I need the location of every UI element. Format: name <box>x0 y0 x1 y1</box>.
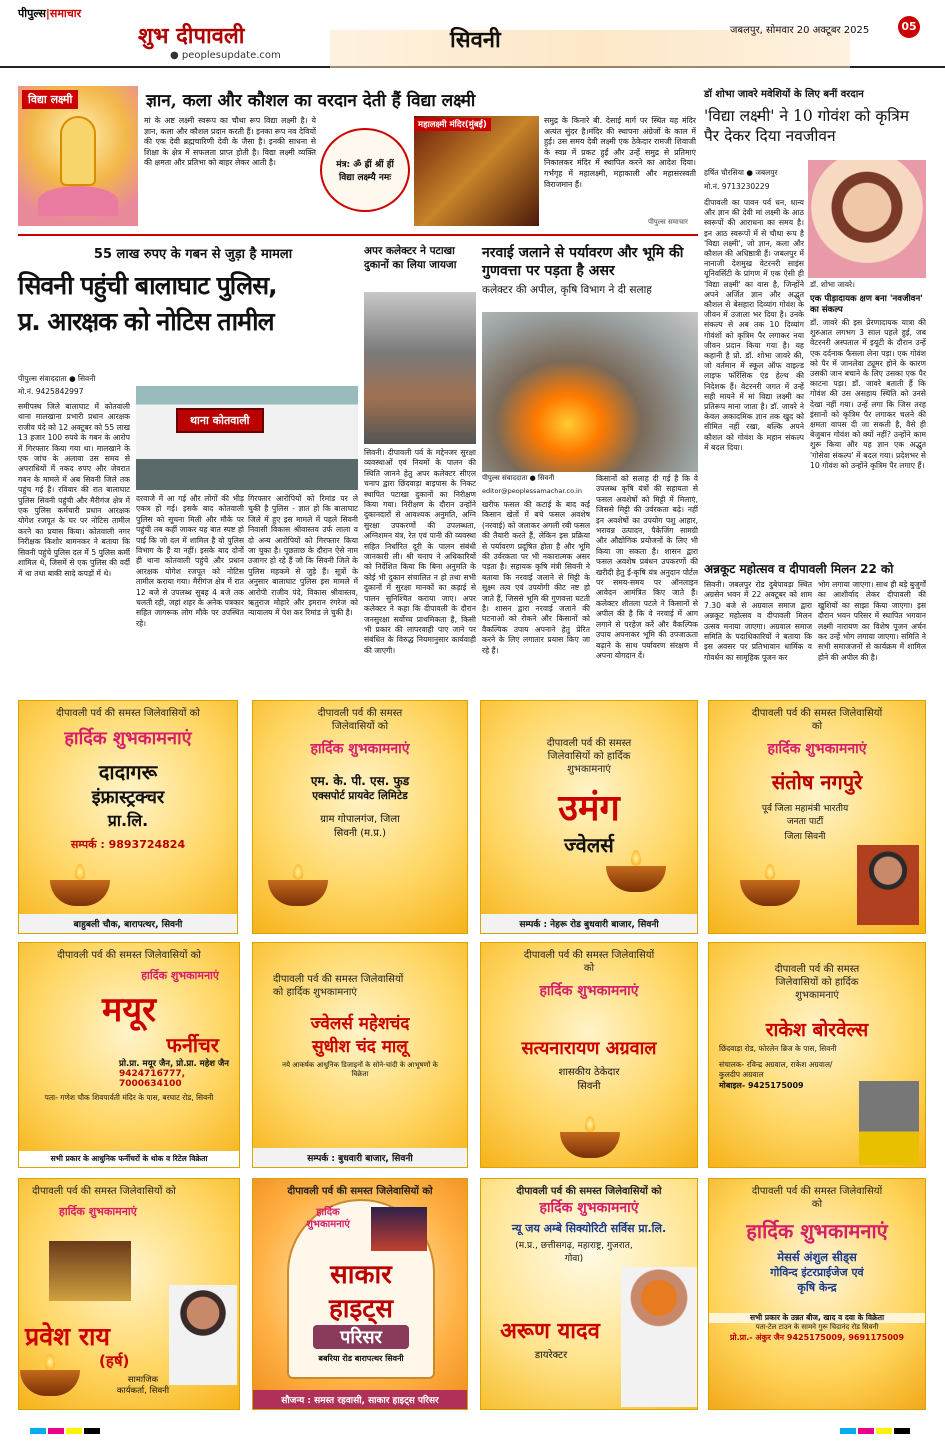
cow-byline: हर्षित चौरसिया ● जबलपुर <box>704 168 778 177</box>
flame-icon <box>75 864 85 880</box>
ad-contact: सम्पर्क : 9893724824 <box>70 838 186 851</box>
ad-operators: संचालक- रविन्द्र अग्रवाल, राकेश अग्रवाल/कुलदीप अग्रवाल <box>719 1060 833 1079</box>
police-title1: सिवनी पहुंची बालाघाट पुलिस, <box>18 271 277 300</box>
stubble-email[interactable]: editor@peoplessamachar.co.in <box>482 487 582 495</box>
cow-body: दीपावली का पावन पर्व धन, धान्य और ज्ञान की देवी मां लक्ष्मी के आठ स्वरूपों की आराधना का समय है। इन आठ स्वरूपों में से चौथा रूप है 'विद्या लक्ष्मी', जो ज्ञान, कला और कौशल की अधिष्ठात्री हैं। जबलपुर में नानाजी देशमुख वेटरनरी साइंस यूनिवर्सिटी के प्रांगण में एक ऐसी ही 'विद्या लक्ष्मी' का वास है, जिन्होंने अपने अर्जित ज्ञान और अद्भुत कौशल से बेसहारा दिव्यांग गोवंश के जीवन में उजाला भर दिया है। उनके संकल्प से अब तक 10 दिव्यांग गोवंशों को कृत्रिम पैर लगाकर नया जीवन प्रदान किया गया है। यह कहानी है प्रो. डॉ. शोभा जावरे की, जो वर्तमान में स्कूल ऑफ वाइल्ड लाइफ फॉरेंसिक एंड हेल्थ की निदेशक हैं। वेटरनरी जगत में उन्हें सही मायने में मां विद्या लक्ष्मी का प्रतिरूप माना जाता है। डॉ. जावरे ने केवल अकादमिक ज्ञान तक खुद को सीमित नहीं रखा, बल्कि अपने कौशल को गोवंश के महान संकल्प में बदल दिया। <box>704 198 804 452</box>
ad-sakar-heights[interactable] <box>252 1178 468 1410</box>
vidya-col2: समुद्र के किनारे बी. देसाई मार्ग पर स्थित यह मंदिर अत्यंत सुंदर है।मंदिर की स्थापना अंग्रेजों के काल में हुई। उस समय देवी लक्ष्मी एक ठेकेदार रामजी शिवाजी के स्वप्न में प्रकट हुईं और उन्हें समुद्र से प्रतिमाएं निकालकर मंदिर में स्थापित करने का आदेश दिया। गर्भगृह में महालक्ष्मी, महाकाली और महासरस्वती विराजमान हैं। <box>544 116 696 189</box>
site-url[interactable]: ● peoplesupdate.com <box>170 50 281 61</box>
festive-title: शुभ दीपावली <box>138 23 245 49</box>
collector-body: सिवनी। दीपावली पर्व के मद्देनजर सुरक्षा व्यवस्थाओं एवं नियमों के पालन की स्थिति जानने हेतु अपर कलेक्टर सीएल चनाप द्वारा छिंदवाड़ा बाइपास के निकट स्थापित पटाखा दुकानों का निरीक्षण किया गया। निरीक्षण के दौरान उन्होंने दुकानदारों से आवश्यक अनुमति, अग्नि सुरक्षा उपकरणों की उपलब्धता, अग्निशमन यंत्र, रेत एवं पानी की व्यवस्था सहित निर्धारित दूरी के पालन संबंधी जानकारी ली। श्री चनाप ने अधिकारियों को निर्देशित किया कि बिना अनुमति के कोई भी दुकान संचालित न हो तथा सभी दुकानों में सुरक्षा मानकों का कड़ाई से पालन सुनिश्चित कराया जाए। अपर कलेक्टर ने कहा कि दीपावली के दौरान जनसुरक्षा सर्वोच्च प्राथमिकता है, किसी भी प्रकार की लापरवाही पाए जाने पर संबंधित के विरुद्ध नियमानुसार कार्यवाही की जाएगी। <box>364 448 476 655</box>
ad-wish: हार्दिक शुभकामनाएं <box>539 1200 639 1216</box>
masthead <box>0 0 945 68</box>
ad-wish: हार्दिक शुभकामनाएं <box>746 1219 888 1243</box>
ad-name-line3: प्रा.लि. <box>107 811 149 830</box>
ad-owners: प्रो.प्रा. मयूर जैन, प्रो.प्रा. महेश जैन <box>119 1059 230 1069</box>
stubble-body1: खरीफ फसल की कटाई के बाद कई किसान खेतों में बचे फसल अवशेष (नरवाई) को जलाकर अगली रबी फसल की तैयारी करते हैं, लेकिन इस प्रक्रिया से पर्यावरण प्रदूषित होता है और भूमि की उर्वरकता पर भी नकारात्मक असर पड़ता है। सहायक कृषि मंत्री सिवनी ने बताया कि नरवाई जलाने से मिट्टी के सूक्ष्म तत्व एवं उपयोगी कीट नष्ट हो जाते हैं, जिससे भूमि की गुणवत्ता घटती है। शासन द्वारा नरवाई जलाने की घटनाओं को रोकने और किसानों को वैकल्पिक उपाय अपनाने हेतु प्रेरित करने के लिए लगातार प्रयास किए जा रहे हैं। <box>482 500 590 655</box>
ad-address: सम्पर्क : नेहरू रोड बुधवारी बाजार, सिवनी <box>481 914 697 933</box>
ad-name: प्रवेश राय <box>25 1322 111 1351</box>
registration-mark <box>876 1428 892 1434</box>
ad-wish: हार्दिक शुभकामनाएं <box>306 1207 350 1230</box>
ad-subtitle: सभी प्रकार के उन्नत बीज, खाद व दवा के विक्रेता <box>709 1313 925 1323</box>
ad-greeting: दीपावली पर्व की समस्त जिलेवासियों को हार्दिक शुभकामनाएं <box>546 738 632 775</box>
mantra-circle <box>320 128 410 212</box>
ad-name: राकेश बोरवेल्स <box>765 1019 869 1041</box>
doctor-caption: डॉ. शोभा जावरे। <box>810 280 855 289</box>
annakut-body1: सिवनी। जबलपुर रोड दुबेपावड़ा स्थित अग्रसेन भवन में 22 अक्टूबर को शाम 7.30 बजे से अग्रवाल समाज द्वारा अन्नकूट महोत्सव व दीपावली मिलन उत्सव मनाया जाएगा। अग्रवाल समाज समिति के पदाधिकारियों ने बताया कि इस अवसर पर प्रतिभावान धार्मिक व गोवर्धन का सामूहिक पूजन कर <box>704 580 812 662</box>
annakut-story <box>704 562 926 694</box>
ad-wish: हार्दिक शुभकामनाएं <box>767 741 867 757</box>
ad-subtitle: नये आकर्षक आधुनिक डिजाइनों के सोने-चांदी के आभूषणों के विक्रेता <box>282 1061 438 1078</box>
ad-jai-ambe-security[interactable] <box>480 1178 698 1410</box>
ad-greeting: दीपावली पर्व की समस्त जिलेवासियों को <box>317 708 403 732</box>
ad-name-line2: ज्वेलर्स <box>564 833 614 857</box>
registration-mark <box>66 1428 82 1434</box>
building-photo <box>49 1241 131 1301</box>
stubble-reporter: पीपुल्स संवाददाता <box>482 474 528 482</box>
ad-greeting: दीपावली पर्व की समस्त जिलेवासियों को <box>56 708 200 719</box>
logo: पीपुल्स|समाचार <box>18 7 82 20</box>
police-mobile: मो.नं. 9425842997 <box>18 387 84 396</box>
borewell-truck-icon <box>859 1081 919 1165</box>
police-place: सिवनी <box>78 374 96 383</box>
ad-name-line3: परिसर <box>313 1325 409 1349</box>
annakut-body2: भोग लगाया जाएगा। साथ ही बड़े बुजुर्गों का आशीर्वाद लेकर दीपावली की खुशियों का साझा किया जाएगा। इस दौरान भवन परिसर में स्थापित भगवान लक्ष्मी नारायण का विशेष पूजन अर्चन कर उन्हें भोग लगाया जाएगा। समिति ने सभी समाजजनों से कार्यक्रम में शामिल होने की अपील की है। <box>818 580 926 662</box>
ad-address: सम्पर्क : बुधवारी बाजार, सिवनी <box>253 1148 467 1167</box>
ad-greeting: दीपावली पर्व की समस्त जिलेवासियों को <box>751 708 883 732</box>
ad-address: बबरिया रोड बारापत्थर सिवनी <box>318 1354 404 1363</box>
vidya-col1: मां के अष्ट लक्ष्मी स्वरूप का चौथा रूप विद्या लक्ष्मी है। ये ज्ञान, कला और कौशल प्रदान करती हैं। इनका रूप नव देवियों की एक देवी ब्रह्मचारिणी देवी के जैसा है। इनकी साधना से शिक्षा के क्षेत्र में सफलता प्राप्त होती है। विद्या लक्ष्मी व्यक्ति की क्षमता और प्रतिभा को बाहर लेकर आती है। <box>144 116 316 168</box>
ad-contact: प्रो.प्रा.- अंकुर जैन 9425175009, 9691175009 <box>729 1333 905 1342</box>
flame-icon <box>45 1354 55 1370</box>
cow-title-big: 'विद्या लक्ष्मी' ने 10 गोवंश को कृत्रिम पैर देकर दिया नवजीवन <box>704 107 910 145</box>
ad-name-line2: गोविन्द इंटरप्राईजेज एवं <box>770 1266 864 1279</box>
ad-name: दादागरू <box>98 760 158 784</box>
ad-umang-jewellers[interactable] <box>480 700 698 934</box>
cow-reporter: हर्षित चौरसिया <box>704 168 744 177</box>
registration-mark <box>894 1428 910 1434</box>
ad-address: ग्राम गोपालगंज, जिला सिवनी (म.प्र.) <box>320 814 400 839</box>
ad-courtesy: सौजन्य : समस्त रहवासी, साकार हाइट्स परिसर <box>253 1390 467 1409</box>
ad-name: साकार <box>330 1260 392 1290</box>
ad-tagline: सभी प्रकार के आधुनिक फर्नीचरों के थोक व रिटेल विक्रेता <box>19 1151 239 1167</box>
ad-name-line2: इंफ्रास्ट्रक्चर <box>91 787 165 808</box>
person-photo <box>621 1267 697 1407</box>
ad-greeting: दीपावली पर्व की समस्त जिलेवासियों को <box>287 1186 433 1197</box>
police-body3: गिरफ्तार आरोपियों को रिमांड पर ले चुकी है पुलिस - ज्ञात हो कि बालाघाट जिले में हुए इस मामले में पहले सिवनी निवासी विकास श्रीवास्तव उर्फ लाला व दो अन्य आरोपियों को गिरफ्तार किया जा चुका है। पूछताछ के दौरान ऐसे नाम उजागर हो रहे हैं जो कि सिवनी जिले के पुलिस महकमे से जुड़े हैं। सूत्रों के अनुसार बालाघाट पुलिस इस मामले में आरोपी राजीव पंदे, विकास श्रीवास्तव, ऋतुराज मोहारे और इमरान रंगरेज को न्यायालय में पेश कर रिमांड ले चुकी है। <box>248 494 358 618</box>
ad-name: एम. के. पी. एस. फुड <box>310 774 410 788</box>
flame-icon <box>293 864 303 880</box>
ad-phones: 9424716777, 7000634100 <box>119 1069 186 1089</box>
ad-greeting: दीपावली पर्व की समस्त जिलेवासियों को हार्दिक शुभकामनाएं <box>273 974 404 998</box>
collector-story <box>364 244 476 694</box>
ad-person-name: अरूण यादव <box>500 1319 600 1344</box>
ad-greeting: दीपावली पर्व की समस्त जिलेवासियों को <box>523 950 655 974</box>
burning-field-photo <box>482 312 698 472</box>
ad-designation: डायरेक्टर <box>534 1350 568 1361</box>
ad-name: मयूर <box>102 990 156 1030</box>
person-photo <box>169 1285 237 1385</box>
ad-name: न्यू जय अम्बे सिक्योरिटी सर्विस प्रा.लि. <box>511 1222 667 1235</box>
ad-contact: मोबाइल- 9425175009 <box>719 1081 804 1090</box>
annakut-title: अन्नकूट महोत्सव व दीपावली मिलन 22 को <box>704 562 894 576</box>
ad-wish: हार्दिक शुभकामनाएं <box>310 741 410 757</box>
ad-anshul-seeds[interactable] <box>708 1178 926 1410</box>
ad-designation: शासकीय ठेकेदार <box>558 1067 620 1078</box>
cow-place: जबलपुर <box>755 168 778 177</box>
stubble-title: नरवाई जलाने से पर्यावरण और भूमि की गुणवत्ता पर पड़ता है असर <box>482 245 684 279</box>
police-kicker: 55 लाख रुपए के गबन से जुड़ा है मामला <box>93 247 293 262</box>
police-station-photo <box>136 386 358 490</box>
stubble-byline: पीपुल्स संवाददाता ● सिवनी <box>482 474 555 482</box>
ad-mayur-furniture[interactable] <box>18 942 240 1168</box>
registration-mark <box>840 1428 856 1434</box>
ad-santosh-nagpure[interactable] <box>708 700 926 934</box>
ad-greeting: दीपावली पर्व की समस्त जिलेवासियों को हार्दिक शुभकामनाएं <box>774 964 860 1001</box>
vidya-badge: विद्या लक्ष्मी <box>22 90 78 109</box>
ad-name-line2: (हर्ष) <box>99 1352 130 1370</box>
registration-mark <box>48 1428 64 1434</box>
ad-name-line3: कृषि केन्द्र <box>797 1281 837 1294</box>
police-reporter: पीपुल्स संवाददाता <box>18 374 67 383</box>
stubble-place: सिवनी <box>538 474 555 482</box>
vidya-lakshmi-feature <box>18 86 698 236</box>
ad-name: सत्यनारायण अग्रवाल <box>521 1038 657 1059</box>
police-body2: दरवाजे में आ गई और लोगों की भीड़ एकत्र हो गई। इसके बाद कोतवाली पुलिस को सूचना मिली और मौके पर पहुंची तब कहीं जाकर यह बात स्पष्ट हो पाई कि जो दल में शामिल है वो पुलिस विभाग के हैं या नहीं। इसके बाद दोनों ही थाना कोतवाली पहुंचे और प्रधान आरक्षक योगेश रजपूत को नोटिस तामील कराया गया। मैरीगंज क्षेत्र में रात 12 बजे से उपलब्ध सुबह 4 बजे तक चलती रही, जहां शहर के अनेक पत्रकार सहित जागरूक लोग मौके पर उपस्थित रहे। <box>136 494 244 628</box>
ad-mahesh-chand-jewellers[interactable] <box>252 942 468 1168</box>
ad-greeting: दीपावली पर्व की समस्त जिलेवासियों को <box>751 1186 883 1210</box>
edition-date: जबलपुर, सोमवार 20 अक्टूबर 2025 <box>730 25 870 36</box>
temple-image <box>414 116 539 226</box>
stubble-subtitle: कलेक्टर की अपील, कृषि विभाग ने दी सलाह <box>482 284 652 296</box>
page-city: सिवनी <box>450 28 501 53</box>
police-body1: समीपस्थ जिले बालाघाट में कोतवाली थाना मालखाना प्रभारी प्रधान आरक्षक राजीव पंदे को 12 अक्टूबर को 55 लाख 13 हजार 100 रुपये के गबन के आरोप में गिरफ्तार किया गया था। मालखाने के एक जांच के अलावा उस समय से अपराधियों में नकद रुपए और जेवरात गबन के मामले में अब सिवनी जिले तक पहुंच गई है। रविवार की रात बालाघाट पुलिस सिवनी पहुंची और मैरीगंज क्षेत्र में एक पुलिस कर्मचारी प्रधान आरक्षक योगेश रजपूत के घर पर नोटिस तामील करने का प्रयास किया। कोतवाली नगर निरीक्षक किशोर बामनकर ने बताया कि सिवनी पहुंचे पुलिस दल में 5 पुलिस कर्मी शामिल थे, जिसमें से एक पुलिस की वर्दी में था तथा बाकी सादे कपड़ों में थे। <box>18 402 130 578</box>
ad-greeting: दीपावली पर्व की समस्त जिलेवासियों को <box>516 1186 662 1197</box>
police-byline: पीपुल्स संवाददाता ● सिवनी <box>18 374 96 383</box>
ad-name-line2: हाइट्स <box>329 1294 393 1324</box>
ad-greeting: दीपावली पर्व की समस्त जिलेवासियों को <box>57 950 201 961</box>
police-story <box>18 244 358 694</box>
ad-designation: सामाजिक कार्यकर्ता, सिवनी <box>116 1375 170 1396</box>
ad-wish: हार्दिक शुभकामनाएं <box>59 1205 137 1218</box>
cow-title-small: डॉ शोभा जावरे मवेशियों के लिए बनीं वरदान <box>704 89 864 100</box>
ad-address: बाहुबली चौक, बारापत्थर, सिवनी <box>19 914 237 933</box>
ad-rakesh-borewells[interactable] <box>708 942 926 1168</box>
flame-icon <box>631 850 641 866</box>
cow-subhead: एक पीड़ादायक क्षण बना 'नवजीवन' का संकल्प <box>810 294 923 315</box>
flame-icon <box>765 864 775 880</box>
police-title2: प्र. आरक्षक को नोटिस तामील <box>18 307 274 336</box>
person-photo <box>857 845 919 925</box>
building-photo <box>371 1207 427 1251</box>
ad-district: जिला सिवनी <box>784 832 826 842</box>
lotus-icon <box>38 186 118 216</box>
doctor-photo <box>808 160 926 278</box>
cow-sub-body: डॉ. जावरे की इस प्रेरणादायक यात्रा की शुरुआत लगभग 3 साल पहले हुई, जब वेटरनरी अस्पताल में इयूटी के दौरान उन्हें एक दर्दनाक फैसला लेना पड़ा। एक गोवंश को पैर में जानलेवा ट्यूमर होने के कारण उसकी जान बचाने के लिए उसका एक पैर काटना पड़ा। डॉ. जावरे बताती हैं कि गोवंश की उस असहाय स्थिति को उनसे देखा नहीं गया। उन्हें लगा कि जिस तरह इंसानों को कृत्रिम पैर लगाकर चलने की क्षमता वापस दी जा सकती है, वैसे ही बेजुबान गोवंश को क्यों नहीं? उन्होंने काम शुरू किया और यह ज्ञान एक अद्भुत 'गोसेवा संकल्प' में बदल गया। प्रदेशभर से 10 गोवंश को उन्होंने कृत्रिम पैर लगाए हैं। <box>810 318 926 470</box>
ad-dadagaru[interactable] <box>18 700 238 934</box>
ad-name: संतोष नगपुरे <box>771 770 863 794</box>
vidya-title: ज्ञान, कला और कौशल का वरदान देती हैं विद्या लक्ष्मी <box>146 91 476 111</box>
ad-greeting: दीपावली पर्व की समस्त जिलेवासियों को <box>32 1186 176 1197</box>
ad-wish: हार्दिक शुभकामनाएं <box>141 969 219 982</box>
flame-icon <box>585 1116 595 1132</box>
ad-designation: पूर्व जिला महामंत्री भारतीय जनता पार्टी <box>761 804 849 827</box>
url-text: peoplesupdate.com <box>181 50 281 61</box>
stubble-body2: किसानों को सलाह दी गई है कि वे उपलब्ध कृषि यंत्रों की सहायता से फसल अवशेषों को मिट्टी में मिलाएं, जिससे मिट्टी की उर्वरकता बढ़े। नहीं इन अवशेषों का उपयोग पशु आहार, भरावन्न उत्पादन, पैकेजिंग सामग्री और औद्योगिक प्रयोजनों के लिए भी किया जा सकता है। शासन द्वारा फसल अवशेष प्रबंधन उपकरणों की खरीदी हेतु ई-कृषि यंत्र अनुदान पोर्टल पर समय-समय पर ऑनलाइन आवेदन आमंत्रित किए जाते हैं। कलेक्टर शीतला पटले ने किसानों से अपील की है कि वे नरवाई में आग लगाने से परहेज करें और वैकल्पिक उपाय अपनाकर भूमि की उपजाऊता बढ़ाने के साथ पर्यावरण संरक्षण में अपना योगदान दें। <box>596 474 698 660</box>
ad-address: छिंदवाड़ा रोड, फोरलेन ब्रिज के पास, सिवनी <box>719 1044 837 1053</box>
mantra-text: मंत्र: ॐ ह्रीं श्रीं हीं विद्या लक्ष्म्यै नमः <box>336 160 394 183</box>
collector-kicker: अपर कलेक्टर ने पटाखा दुकानों का लिया जायजा <box>364 245 457 271</box>
ad-wish: हार्दिक शुभकामनाएं <box>64 728 192 749</box>
ad-name: उमंग <box>558 788 620 829</box>
ad-name-line2: फर्नीचर <box>166 1033 219 1057</box>
ad-states: (म.प्र., छत्तीसगढ़, महाराष्ट्र, गुजरात, गोवा) <box>515 1241 633 1264</box>
temple-badge: महालक्ष्मी मंदिर(मुंबई) <box>414 118 491 131</box>
stubble-story <box>482 244 698 694</box>
logo-word: समाचार <box>49 7 82 20</box>
ad-name: मेसर्स अंशुल सीड्स <box>777 1250 857 1264</box>
registration-mark <box>84 1428 100 1434</box>
cow-mobile: मो.नं. 9713230229 <box>704 182 770 191</box>
ad-district: सिवनी <box>577 1081 601 1092</box>
cow-story <box>704 86 926 556</box>
logo-brand: पीपुल्स <box>18 7 46 20</box>
registration-mark <box>858 1428 874 1434</box>
ad-address: पता-टेल टाउन के सामने गुरू चिदानंद रोड सिवनी <box>755 1323 879 1331</box>
vidya-credit: पीपुल्स समाचार <box>648 218 688 226</box>
lakshmi-image <box>18 86 138 226</box>
ad-wish: हार्दिक शुभकामनाएं <box>539 983 639 999</box>
ad-name-line2: एक्सपोर्ट प्रायवेट लिमिटेड <box>312 790 408 802</box>
goddess-figure <box>60 116 96 186</box>
page-number: 05 <box>898 16 920 38</box>
station-sign: थाना कोतवाली <box>176 408 264 433</box>
ad-address: पता- गणेश चौक शिवपार्वती मंदिर के पास, बरघाट रोड, सिवनी <box>44 1093 214 1102</box>
crackers-shop-photo <box>364 292 476 444</box>
ad-name-line2: सुधीश चंद मालू <box>312 1037 408 1057</box>
ad-name: ज्वेलर्स महेशचंद <box>310 1014 410 1034</box>
registration-mark <box>30 1428 46 1434</box>
